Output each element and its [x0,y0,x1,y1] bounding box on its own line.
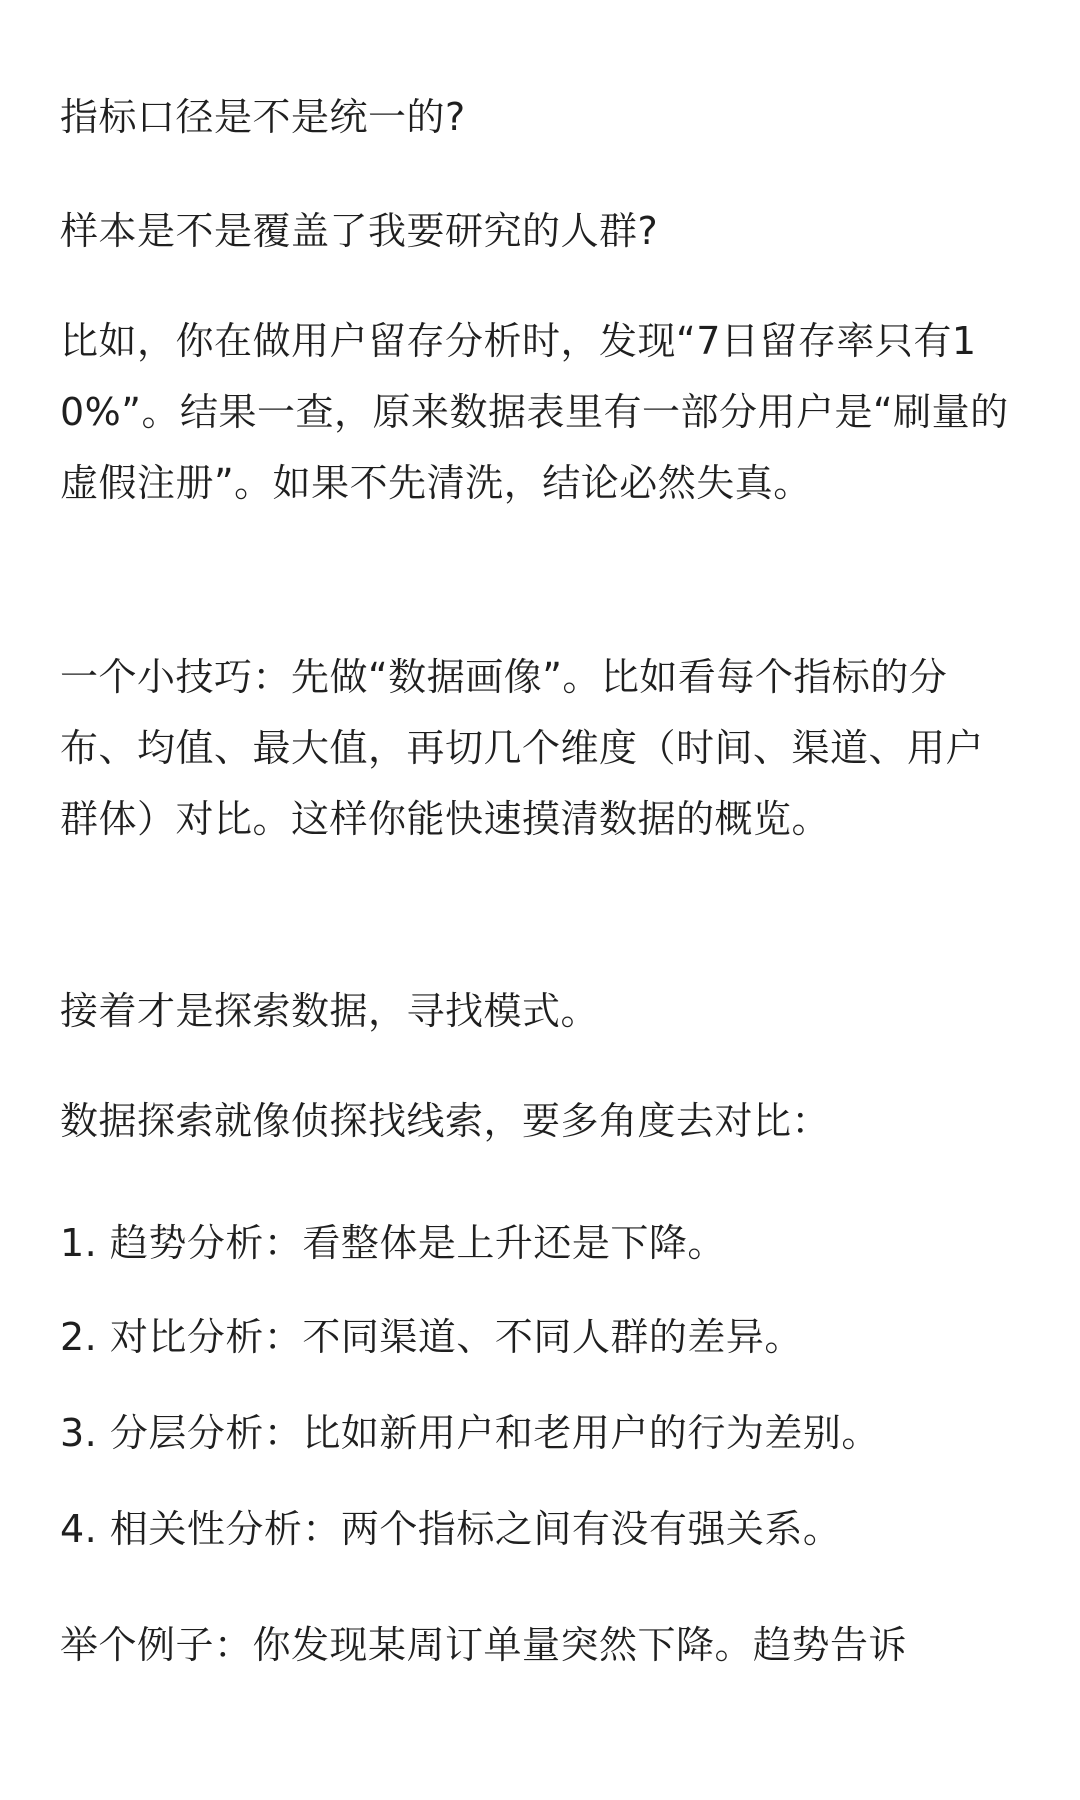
paragraph-3: 比如，你在做用户留存分析时，发现“7日留存率只有10%”。结果一查，原来数据表里有一部分用户是“刷量的虚假注册”。如果不先清洗，结论必然失真。 [60,319,1009,505]
paragraph-5: 接着才是探索数据，寻找模式。 [60,989,600,1033]
list-item-1: 1. 趋势分析：看整体是上升还是下降。 [60,1221,726,1265]
paragraph-6: 数据探索就像侦探找线索，要多角度去对比： [60,1099,831,1143]
list-item-4: 4. 相关性分析：两个指标之间有没有强关系。 [60,1507,842,1551]
list-item-2: 2. 对比分析：不同渠道、不同人群的差异。 [60,1315,803,1359]
paragraph-4: 一个小技巧：先做“数据画像”。比如看每个指标的分布、均值、最大值，再切几个维度（时间、渠道、用户群体）对比。这样你能快速摸清数据的概览。 [60,655,985,841]
paragraph-7: 举个例子：你发现某周订单量突然下降。趋势告诉 [60,1623,908,1667]
paragraph-1: 指标口径是不是统一的? [60,95,466,139]
list-item-3: 3. 分层分析：比如新用户和老用户的行为差别。 [60,1411,880,1455]
paragraph-2: 样本是不是覆盖了我要研究的人群? [60,209,659,253]
